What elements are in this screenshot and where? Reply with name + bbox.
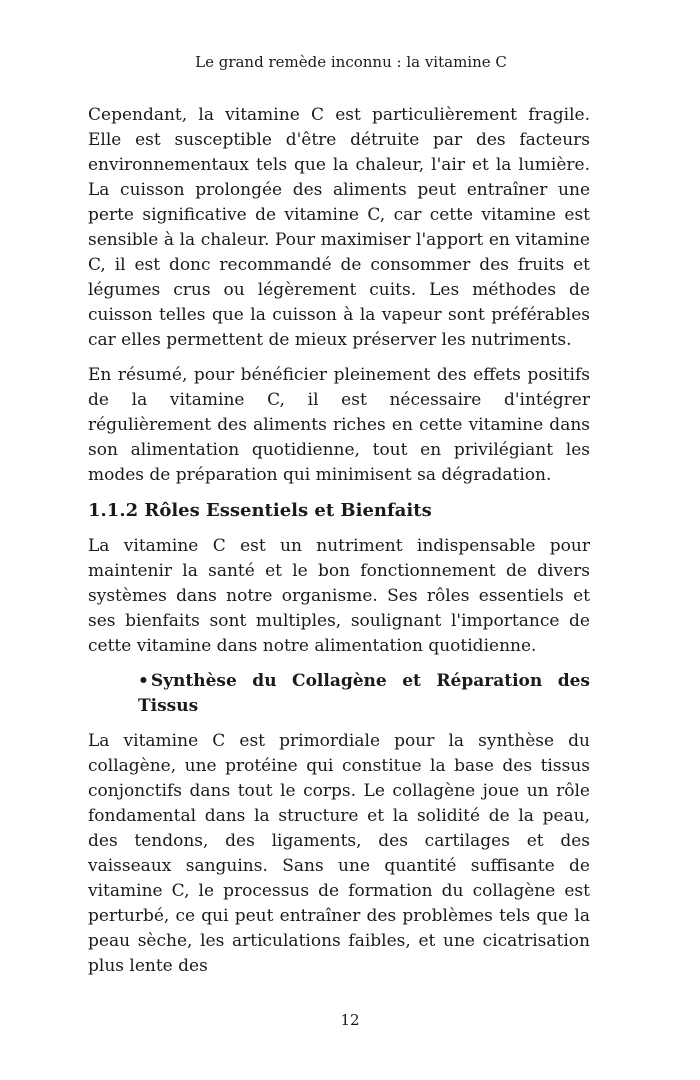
section-heading: 1.1.2 Rôles Essentiels et Bienfaits <box>88 500 432 521</box>
running-header: Le grand remède inconnu : la vitamine C <box>195 53 507 71</box>
paragraph-vitamin-fragility: Cependant, la vitamine C est particulièrement fragile. Elle est susceptible d'être détruite par des facteurs environnementaux tels que la chaleur, l'air et la lumière. La cuisson prolongée des aliments peut entraîner une perte significative de vitamine C, car cette vitamine est sensible à la chaleur. Pour maximiser l'apport en vitamine C, il est donc recommandé de consommer des fruits et légumes crus ou légèrement cuits. Les méthodes de cuisson telles que la cuisson à la vapeur sont préférables car elles permettent de mieux préserver les nutriments. <box>88 105 590 350</box>
paragraph-summary: En résumé, pour bénéficier pleinement des effets positifs de la vitamine C, il est nécessaire d'intégrer régulièrement des aliments riches en cette vitamine dans son alimentation quotidienne, tout en privilégiant les modes de préparation qui minimisent sa dégradation. <box>88 365 590 485</box>
bullet-icon: • <box>138 671 149 691</box>
page-content <box>88 103 590 989</box>
paragraph-collagen: La vitamine C est primordiale pour la synthèse du collagène, une protéine qui constitue la base des tissus conjonctifs dans tout le corps. Le collagène joue un rôle fondamental dans la structure et la solidité de la peau, des tendons, des ligaments, des cartilages et des vaisseaux sanguins. Sans une quantité suffisante de vitamine C, le processus de formation du collagène est perturbé, ce qui peut entraîner des problèmes tels que la peau sèche, les articulations faibles, et une cicatrisation plus lente des <box>88 731 590 976</box>
page-number: 12 <box>340 1011 360 1029</box>
bullet-heading-text: Synthèse du Collagène et Réparation des Tissus <box>138 671 590 716</box>
paragraph-roles-intro: La vitamine C est un nutriment indispensable pour maintenir la santé et le bon fonctionnement de divers systèmes dans notre organisme. Ses rôles essentiels et ses bienfaits sont multiples, soulignant l'importance de cette vitamine dans notre alimentation quotidienne. <box>88 536 590 656</box>
bullet-heading <box>138 669 590 719</box>
